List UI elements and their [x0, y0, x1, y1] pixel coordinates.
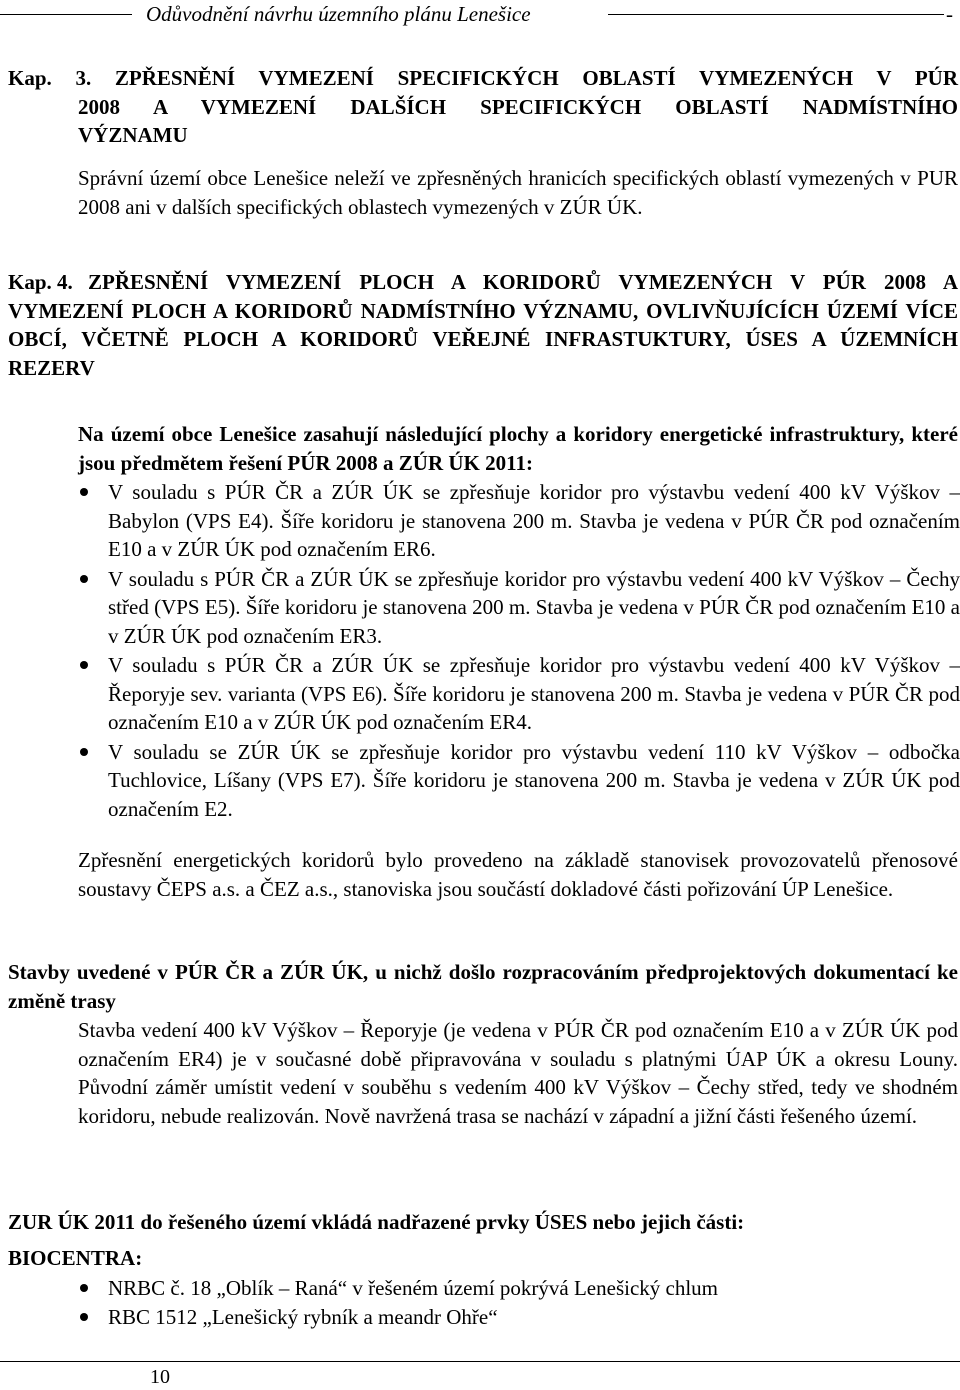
kap3-heading-line-2: 2008 A VYMEZENÍ DALŠÍCH SPECIFICKÝCH OBLASTÍ NADMÍSTNÍHO [78, 94, 958, 119]
header-rule-left [0, 14, 132, 15]
kap4-intro: Na území obce Lenešice zasahují následující plochy a koridory energetické infrastruktury, které jsou předmětem řešení PÚR 2008 a ZÚR ÚK 2011: [78, 422, 958, 475]
header-trailing-dash: - [946, 2, 953, 26]
footer-rule [0, 1361, 960, 1362]
biocentra-list [78, 1274, 960, 1331]
page-number: 10 [150, 1366, 170, 1388]
list-item: NRBC č. 18 „Oblík – Raná“ v řešeném území pokrývá Lenešický chlum [78, 1274, 960, 1303]
header-title: Odůvodnění návrhu územního plánu Lenešice [146, 2, 531, 26]
kap3-heading-line-1: Kap. 3. ZPŘESNĚNÍ VYMEZENÍ SPECIFICKÝCH OBLASTÍ VYMEZENÝCH V PÚR [8, 66, 958, 90]
kap4-label: Kap. 4. [8, 270, 73, 294]
kap4-note: Zpřesnění energetických koridorů bylo provedeno na základě stanovisek provozovatelů přenosové soustavy ČEPS a.s. a ČEZ a.s., stanoviska jsou součástí dokladové části pořizování ÚP Lenešice. [78, 848, 958, 901]
uses-heading: ZUR ÚK 2011 do řešeného území vkládá nadřazené prvky ÚSES nebo jejich části: [8, 1210, 745, 1234]
stavby-heading: Stavby uvedené v PÚR ČR a ZÚR ÚK, u nichž došlo rozpracováním předprojektových dokumentací ke změně trasy [8, 960, 958, 1013]
list-item: RBC 1512 „Lenešický rybník a meandr Ohře“ [78, 1303, 960, 1332]
kap4-heading-text: ZPŘESNĚNÍ VYMEZENÍ PLOCH A KORIDORŮ VYMEZENÝCH V PÚR 2008 A VYMEZENÍ PLOCH A KORIDORŮ NADMÍSTNÍHO VÝZNAMU, OVLIVŇUJÍCÍCH ÚZEMÍ VÍCE OBCÍ, VČETNĚ PLOCH A KORIDORŮ VEŘEJNÉ INFRASTUKTURY, ÚSES A ÚZEMNÍCH REZERV [8, 270, 958, 380]
list-item: V souladu s PÚR ČR a ZÚR ÚK se zpřesňuje koridor pro výstavbu vedení 400 kV Výškov – Čechy střed (VPS E5). Šíře koridoru je stanovena 200 m. Stavba je vedena v PÚR ČR pod označením E10 a v ZÚR ÚK pod označením ER3. [78, 565, 960, 651]
list-item: V souladu se ZÚR ÚK se zpřesňuje koridor pro výstavbu vedení 110 kV Výškov – odbočka Tuchlovice, Líšany (VPS E7). Šíře koridoru je stanovena 200 m. Stavba je vedena v ZÚR ÚK pod označením E2. [78, 738, 960, 824]
energy-corridor-list [78, 478, 960, 823]
kap3-heading-line-3: VÝZNAMU [78, 123, 188, 147]
header-rule-right [608, 14, 944, 15]
kap3-heading [8, 64, 958, 150]
list-item: V souladu s PÚR ČR a ZÚR ÚK se zpřesňuje koridor pro výstavbu vedení 400 kV Výškov – Babylon (VPS E4). Šíře koridoru je stanovena 200 m. Stavba je vedena v PÚR ČR pod označením E10 a v ZÚR ÚK pod označením ER6. [78, 478, 960, 564]
list-item: V souladu s PÚR ČR a ZÚR ÚK se zpřesňuje koridor pro výstavbu vedení 400 kV Výškov – Řeporyje sev. varianta (VPS E6). Šíře koridoru je stanovena 200 m. Stavba je vedena v PÚR ČR pod označením E10 a v ZÚR ÚK pod označením ER4. [78, 651, 960, 737]
kap4-heading [8, 268, 958, 382]
kap3-body: Správní území obce Lenešice neleží ve zpřesněných hranicích specifických oblastí vymezených v PUR 2008 ani v dalších specifických oblastech vymezených v ZÚR ÚK. [78, 166, 958, 219]
uses-subheading: BIOCENTRA: [8, 1246, 143, 1270]
page-header [0, 0, 960, 28]
stavby-body: Stavba vedení 400 kV Výškov – Řeporyje (je vedena v PÚR ČR pod označením E10 a v ZÚR ÚK pod označením ER4) je v současné době připravována v souladu s platnými ÚAP ÚK a okresu Louny. Původní záměr umístit vedení v souběhu s vedením 400 kV Výškov – Čechy střed, tedy ve shodném koridoru, nebude realizován. Nově navržená trasa se nachází v západní a jižní části řešeného území. [78, 1018, 958, 1128]
